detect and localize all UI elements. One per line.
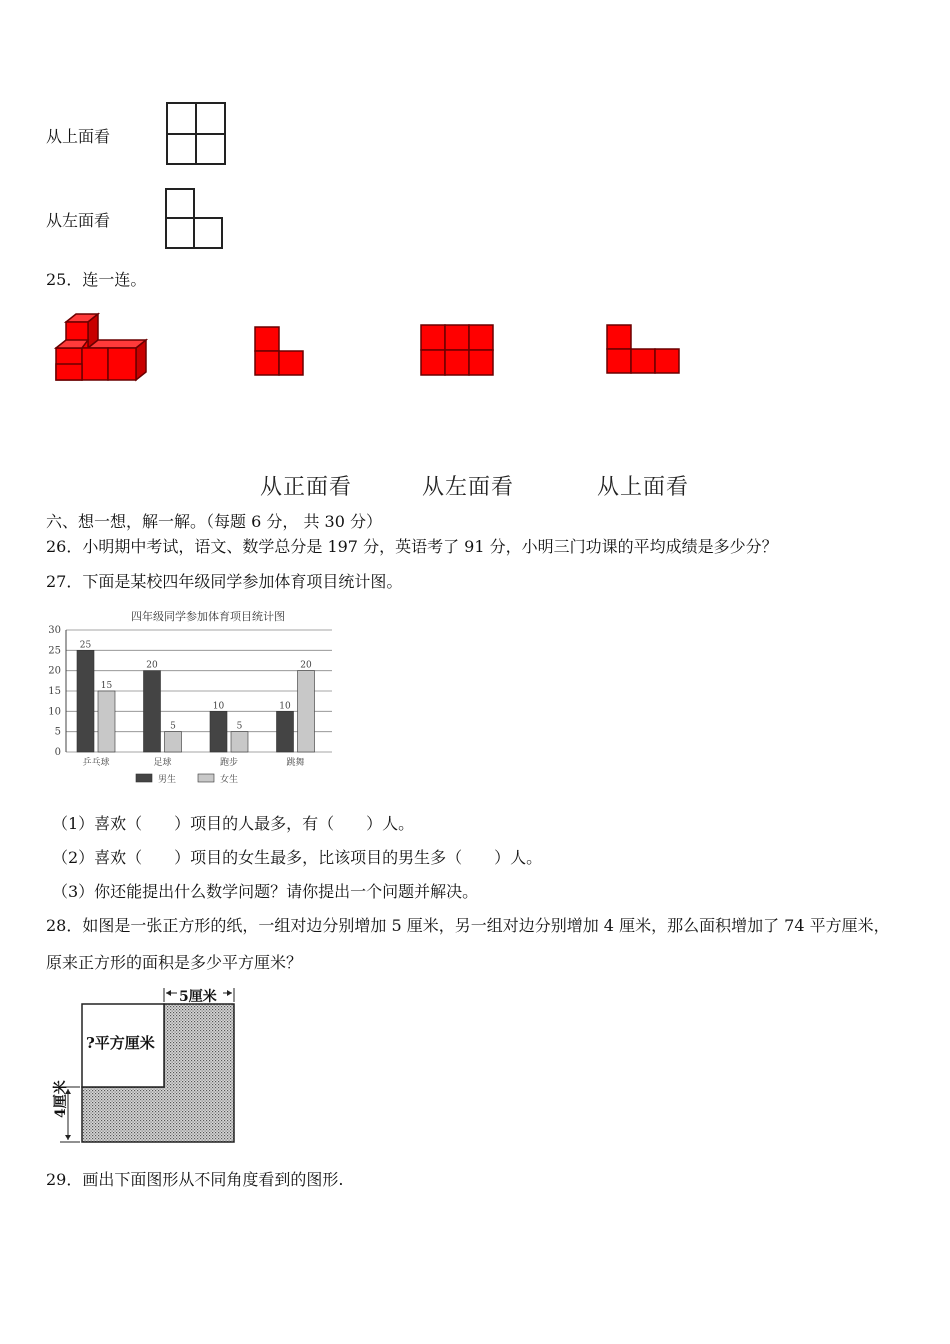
y-tick-label: 25 — [48, 645, 61, 657]
bar-女生 — [98, 691, 115, 752]
x-tick-label: 跑步 — [219, 758, 239, 768]
q27-title: 27．下面是某校四年级同学参加体育项目统计图。 — [46, 572, 403, 591]
bar-女生 — [298, 671, 315, 752]
y-tick-label: 30 — [48, 625, 61, 636]
bar-男生 — [277, 711, 294, 752]
bar-value-label: 20 — [300, 660, 312, 671]
q28-dim-top: 5厘米 — [179, 989, 217, 1005]
section6-title: 六、想一想，解一解。（每题 6 分， 共 30 分） — [46, 512, 382, 531]
bar-男生 — [144, 671, 161, 752]
bar-value-label: 15 — [100, 681, 113, 691]
q25-title: 25．连一连。 — [46, 270, 147, 289]
bar-value-label: 25 — [79, 640, 92, 651]
shape-view-b — [420, 324, 496, 376]
q28-unknown-area: ?平方厘米 — [86, 1034, 155, 1052]
cube-solid-3d — [54, 312, 150, 386]
q28-dim-left: 4厘米 — [53, 1080, 69, 1118]
bar-value-label: 20 — [146, 660, 158, 671]
bar-value-label: 10 — [279, 701, 291, 712]
y-tick-label: 0 — [54, 747, 61, 758]
x-tick-label: 乒乓球 — [82, 758, 110, 768]
q27-sub3: （3）你还能提出什么数学问题？请你提出一个问题并解决。 — [52, 882, 479, 901]
q27-sub1: （1）喜欢（ ）项目的人最多，有（ ）人。 — [52, 814, 415, 833]
q28-line2: 原来正方形的面积是多少平方厘米？ — [46, 953, 303, 972]
y-tick-label: 15 — [48, 686, 61, 697]
y-tick-label: 5 — [54, 726, 61, 738]
x-tick-label: 足球 — [153, 758, 172, 768]
q27-sub2: （2）喜欢（ ）项目的女生最多，比该项目的男生多（ ）人。 — [52, 848, 543, 867]
chart-title: 四年级同学参加体育项目统计图 — [131, 610, 285, 623]
shape-view-c — [606, 324, 682, 376]
bar-value-label: 5 — [170, 721, 176, 732]
top-view-grid — [166, 102, 228, 166]
q26-text: 26．小明期中考试，语文、数学总分是 197 分，英语考了 91 分，小明三门功课的平均成绩是多少分？ — [46, 537, 778, 556]
sports-bar-chart — [40, 604, 340, 790]
bar-value-label: 10 — [212, 701, 225, 712]
view-label-left: 从左面看 — [422, 475, 515, 500]
legend-label: 女生 — [220, 775, 239, 785]
bar-男生 — [77, 650, 94, 752]
q28-square-diagram — [44, 982, 244, 1148]
legend-label: 男生 — [158, 775, 177, 785]
q29-text: 29．画出下面图形从不同角度看到的图形. — [46, 1170, 344, 1189]
legend-swatch — [198, 774, 214, 782]
x-tick-label: 跳舞 — [286, 758, 305, 768]
bar-女生 — [231, 732, 248, 752]
left-view-grid — [165, 188, 225, 252]
view-label-front: 从正面看 — [260, 475, 353, 500]
q28-line1: 28．如图是一张正方形的纸，一组对边分别增加 5 厘米，另一组对边分别增加 4 厘米，那么面积增加了 74 平方厘米， — [46, 916, 890, 935]
bar-value-label: 5 — [236, 721, 243, 732]
y-tick-label: 20 — [48, 665, 61, 677]
y-tick-label: 10 — [48, 706, 61, 718]
bar-女生 — [165, 732, 182, 752]
shape-view-a — [254, 326, 306, 378]
legend-swatch — [136, 774, 152, 782]
bar-男生 — [210, 711, 227, 752]
left-view-label: 从左面看 — [46, 211, 111, 230]
top-view-label: 从上面看 — [46, 127, 111, 146]
view-label-top: 从上面看 — [597, 475, 690, 500]
